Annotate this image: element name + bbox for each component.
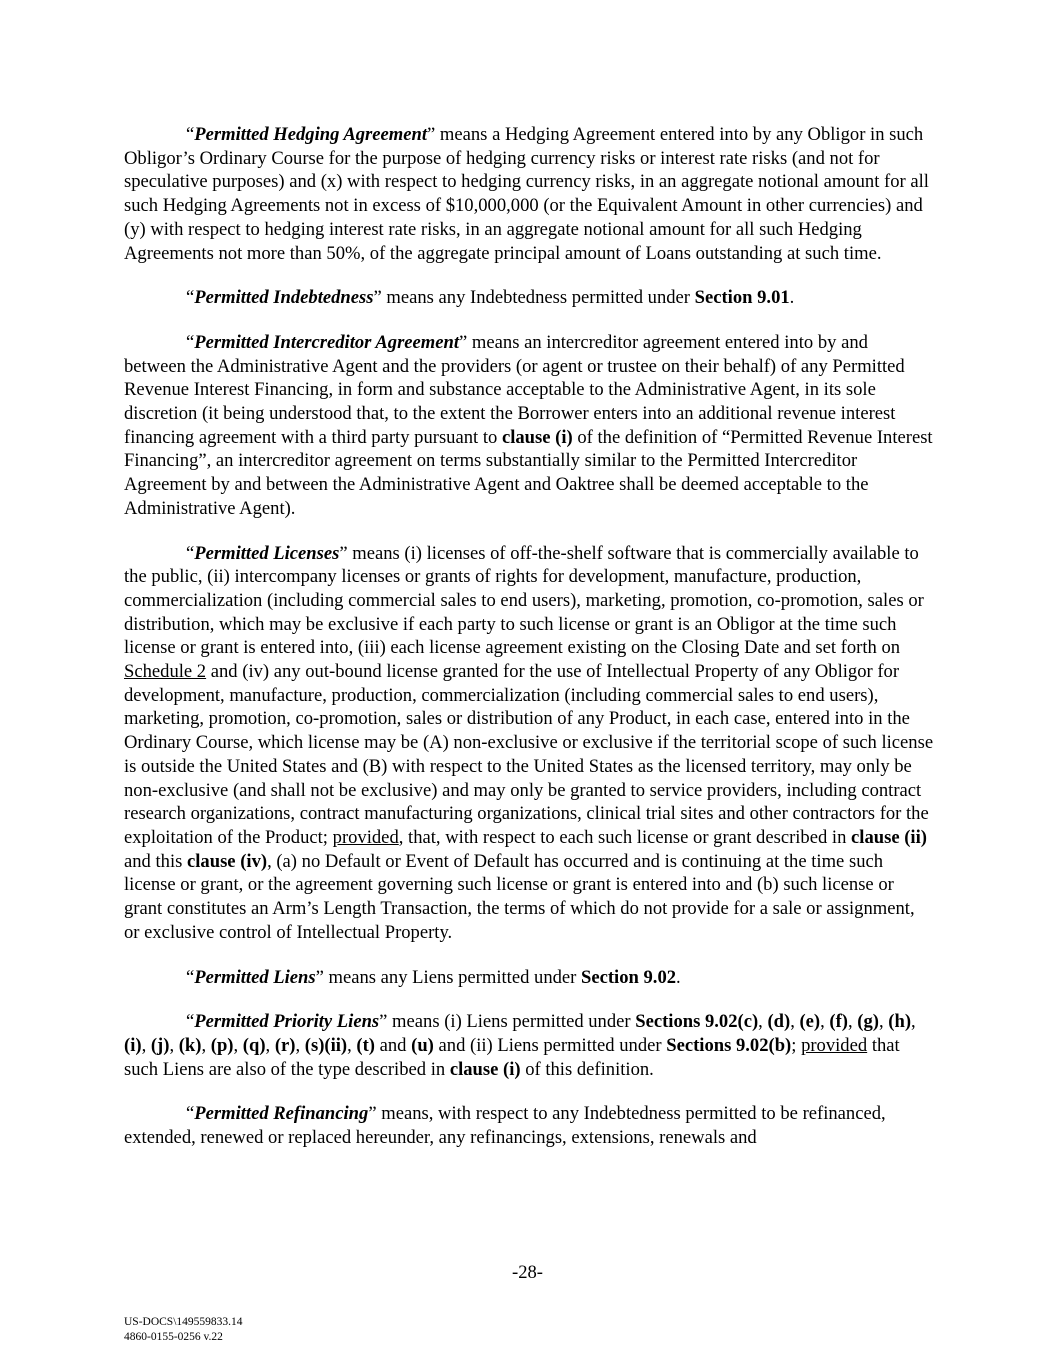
definition-paragraph-permitted-priority-liens (124, 1010, 934, 1081)
section-reference: Section 9.01 (694, 287, 790, 309)
defined-term: Permitted Indebtedness (194, 287, 374, 309)
body-text: , that, with respect to each such license or grant described in (398, 826, 852, 848)
page-number: -28- (512, 1262, 543, 1283)
section-reference: (p) (210, 1034, 234, 1056)
section-reference: (d) (767, 1011, 791, 1033)
body-text: , (347, 1034, 357, 1056)
body-text: , (201, 1034, 211, 1056)
body-text: “ (186, 331, 195, 353)
body-text: “ (186, 1011, 195, 1033)
body-text: ; (791, 1034, 802, 1056)
body-text: , (a) no Default or Event of Default has occurred and is continuing at the time such license or grant, or the agreement governing such license or grant is entered into and (b) such license or grant constitutes an Arm’s Length Transaction, the terms of which do not provide for a sale or assignment, or exclusive control of Intellectual Property. (124, 850, 915, 943)
body-text: “ (186, 542, 195, 564)
section-reference: clause (ii) (851, 826, 927, 848)
section-reference: (r) (274, 1034, 296, 1056)
section-reference: (i) (124, 1034, 142, 1056)
body-text: , (141, 1034, 151, 1056)
document-body (124, 123, 934, 1150)
section-reference: clause (i) (501, 426, 573, 448)
section-reference: (k) (178, 1034, 202, 1056)
body-text: ” means, with respect to any Indebtedness permitted to be refinanced, extended, renewed or replaced hereunder, any refinancings, extensions, renewals and (124, 1103, 886, 1149)
section-reference: (s)(ii) (304, 1034, 348, 1056)
underlined-text: provided (332, 826, 399, 848)
body-text: ” means any Liens permitted under (315, 966, 582, 988)
body-text: and (374, 1034, 412, 1056)
body-text: , (233, 1034, 243, 1056)
body-text: , (878, 1011, 889, 1033)
defined-term: Permitted Intercreditor Agreement (194, 331, 460, 353)
section-reference: (g) (857, 1011, 879, 1033)
footer-doc-id: US-DOCS\149559833.14 (124, 1316, 243, 1328)
footer-version-id: 4860-0155-0256 v.22 (124, 1330, 223, 1343)
section-reference: (u) (411, 1034, 434, 1056)
section-reference: (e) (799, 1011, 821, 1033)
body-text: , (265, 1034, 275, 1056)
underlined-text: provided (801, 1034, 868, 1056)
body-text: of the definition of “Permitted Revenue Interest Financing”, an intercreditor agreement on terms substantially similar to the Permitted Intercreditor Agreement by and between the Administrative Agent and Oaktree shall be deemed acceptable to the Administrative Agent). (124, 426, 933, 519)
defined-term: Permitted Priority Liens (194, 1011, 380, 1033)
section-reference: (t) (356, 1034, 375, 1056)
section-reference: Sections 9.02(c) (635, 1011, 759, 1033)
body-text: and (ii) Liens permitted under (433, 1034, 667, 1056)
body-text: ” means any Indebtedness permitted under (373, 287, 695, 309)
body-text: ” means (i) licenses of off-the-shelf software that is commercially available to the public, (ii) intercompany licenses or grants of rights for development, manufacture, production, commercialization (including commercial sales to end users), marketing, promotion, co-promotion, sales or distribution, which may be exclusive if each party to such license or grant is an Obligor at the time such license or grant is entered into, (iii) each license agreement existing on the Closing Date and set forth on (124, 542, 924, 659)
section-reference: (j) (150, 1034, 170, 1056)
section-reference: Section 9.02 (581, 966, 677, 988)
section-reference: Sections 9.02(b) (666, 1034, 792, 1056)
body-text: “ (186, 966, 195, 988)
underlined-text: Schedule 2 (124, 661, 207, 683)
body-text: , (790, 1011, 800, 1033)
definition-paragraph-permitted-intercreditor-agreement (124, 331, 934, 521)
body-text: , (295, 1034, 305, 1056)
section-reference: clause (iv) (187, 850, 268, 872)
section-reference: (q) (242, 1034, 266, 1056)
defined-term: Permitted Refinancing (194, 1103, 369, 1125)
body-text: , (169, 1034, 179, 1056)
defined-term: Permitted Hedging Agreement (194, 124, 428, 145)
definition-paragraph-permitted-refinancing (124, 1102, 934, 1149)
body-text: “ (186, 124, 195, 145)
body-text: ” means an intercreditor agreement entered into by and between the Administrative Agent and the providers (or agent or trustee on their behalf) of any Permitted Revenue Interest Financing, in form and substance acceptable to the Administrative Agent, in its sole discretion (it being understood that, to the extent the Borrower enters into an additional revenue interest financing agreement with a third party pursuant to (124, 331, 905, 448)
defined-term: Permitted Licenses (194, 542, 340, 564)
body-text: ” means a Hedging Agreement entered into by any Obligor in such Obligor’s Ordinary Course for the purpose of hedging currency risks or interest rate risks (and not for speculative purposes) and (x) with respect to hedging currency risks, in an aggregate notional amount for all such Hedging Agreements not in excess of $10,000,000 (or the Equivalent Amount in other currencies) and (y) with respect to hedging interest rate risks, in an aggregate notional amount for all such Hedging Agreements not more than 50%, of the aggregate principal amount of Loans outstanding at such time. (124, 124, 929, 264)
document-footer (124, 1315, 243, 1344)
body-text: , (758, 1011, 768, 1033)
body-text: , (820, 1011, 830, 1033)
body-text: ” means (i) Liens permitted under (379, 1011, 636, 1033)
body-text: of this definition. (520, 1058, 654, 1080)
body-text: , (911, 1011, 916, 1033)
section-reference: (h) (888, 1011, 912, 1033)
body-text: . (676, 966, 681, 988)
section-reference: clause (i) (449, 1058, 521, 1080)
body-text: “ (186, 1103, 195, 1125)
defined-term: Permitted Liens (194, 966, 316, 988)
body-text: , (848, 1011, 858, 1033)
body-text: “ (186, 287, 195, 309)
definition-paragraph-permitted-indebtedness (124, 286, 934, 310)
definition-paragraph-permitted-licenses (124, 542, 934, 945)
section-reference: (f) (829, 1011, 848, 1033)
body-text: and (iv) any out-bound license granted for the use of Intellectual Property of any Obligor for development, manufacture, production, commercialization (including commercial sales to end users), marketing, promotion, co-promotion, sales or distribution of any Product, in each case, entered into in the Ordinary Course, which license may be (A) non-exclusive or exclusive if the territorial scope of such license is outside the United States and (B) with respect to the United States as the licensed territory, may only be non-exclusive (and shall not be exclusive) and may only be granted to service providers, including contract research organizations, contract manufacturing organizations, clinical trial sites and other contractors for the exploitation of the Product; (124, 661, 934, 848)
body-text: and this (124, 850, 188, 872)
body-text: . (789, 287, 795, 309)
definition-paragraph-permitted-liens (124, 966, 934, 990)
definition-paragraph-permitted-hedging-agreement (124, 123, 934, 265)
body-text: that such Liens are also of the type described in (124, 1034, 900, 1080)
